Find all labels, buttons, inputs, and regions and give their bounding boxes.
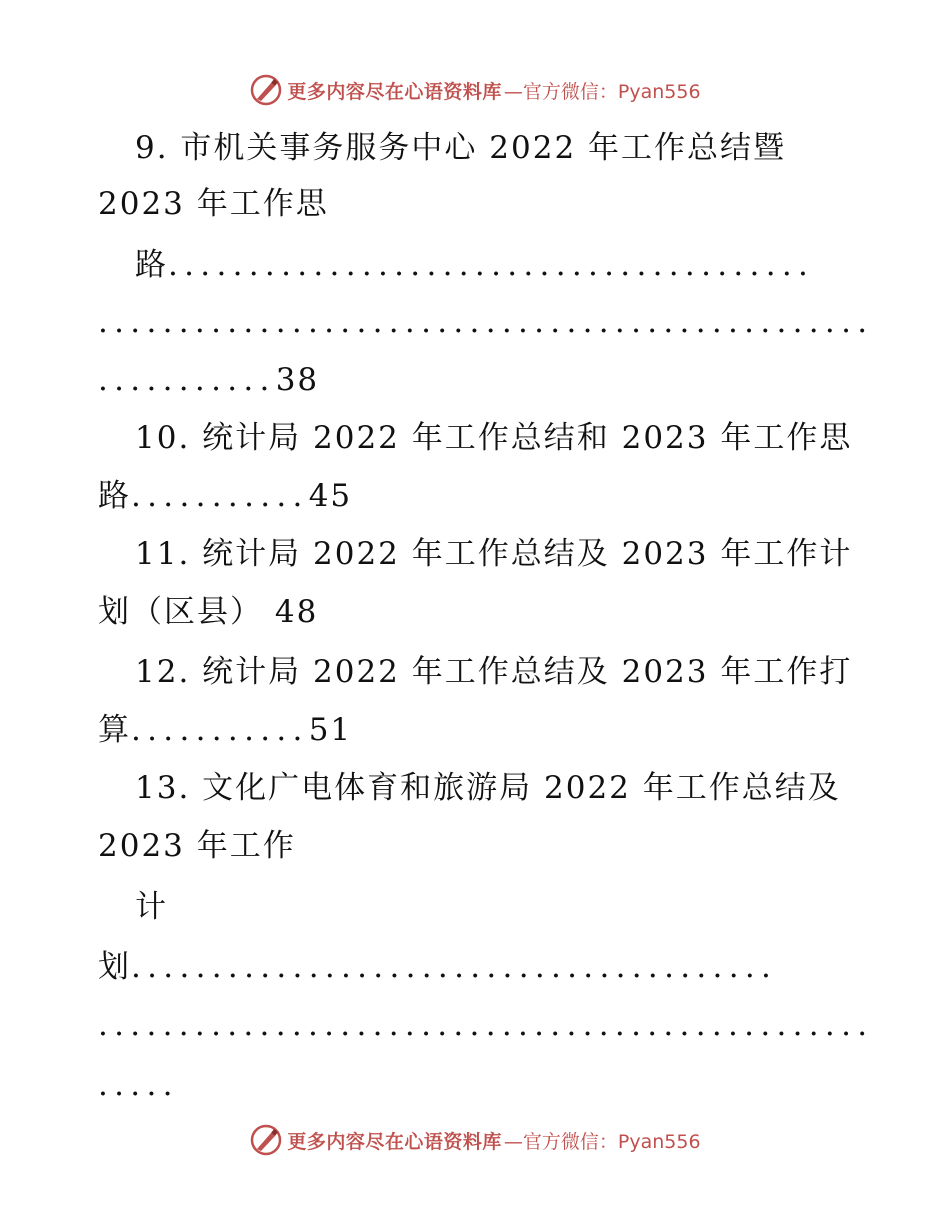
page-number: 38 (275, 362, 320, 398)
watermark-banner-bottom (0, 1120, 950, 1160)
toc-line-12b: 算...........51 (98, 712, 353, 748)
toc-line-13e: ................................................ (98, 1007, 874, 1043)
toc-line-10a: 10. 统计局 2022 年工作总结和 2023 年工作思 (135, 420, 853, 456)
watermark-text: 更多内容尽在心语资料库 (287, 80, 502, 103)
watermark-contact: —官方微信：Pyan556 (503, 80, 701, 103)
toc-line-9a: 9. 市机关事务服务中心 2022 年工作总结暨 (135, 130, 787, 166)
toc-line-10b: 路...........45 (98, 478, 353, 514)
toc-line-12a: 12. 统计局 2022 年工作总结及 2023 年工作打 (135, 654, 853, 690)
toc-line-13b: 2023 年工作 (98, 828, 296, 864)
toc-line-9d: ................................................ (98, 304, 874, 340)
page-number: 45 (308, 478, 353, 514)
page-number: 51 (308, 712, 353, 748)
watermark-text: 更多内容尽在心语资料库 (287, 1130, 502, 1153)
toc-line-13c: 计 (135, 889, 168, 925)
watermark-contact: —官方微信：Pyan556 (503, 1130, 701, 1153)
toc-line-9b: 2023 年工作思 (98, 186, 329, 222)
toc-line-13a: 13. 文化广电体育和旅游局 2022 年工作总结及 (135, 770, 841, 806)
pen-logo-icon (249, 1123, 283, 1157)
toc-line-13f: ..... (98, 1067, 179, 1103)
toc-line-11b: 划（区县） 48 (98, 594, 319, 630)
toc-line-9e: ...........38 (98, 362, 320, 398)
toc-line-9c: 路........................................ (135, 247, 815, 283)
toc-line-11a: 11. 统计局 2022 年工作总结及 2023 年工作计 (135, 536, 853, 572)
toc-line-13d: 划........................................ (98, 949, 778, 985)
